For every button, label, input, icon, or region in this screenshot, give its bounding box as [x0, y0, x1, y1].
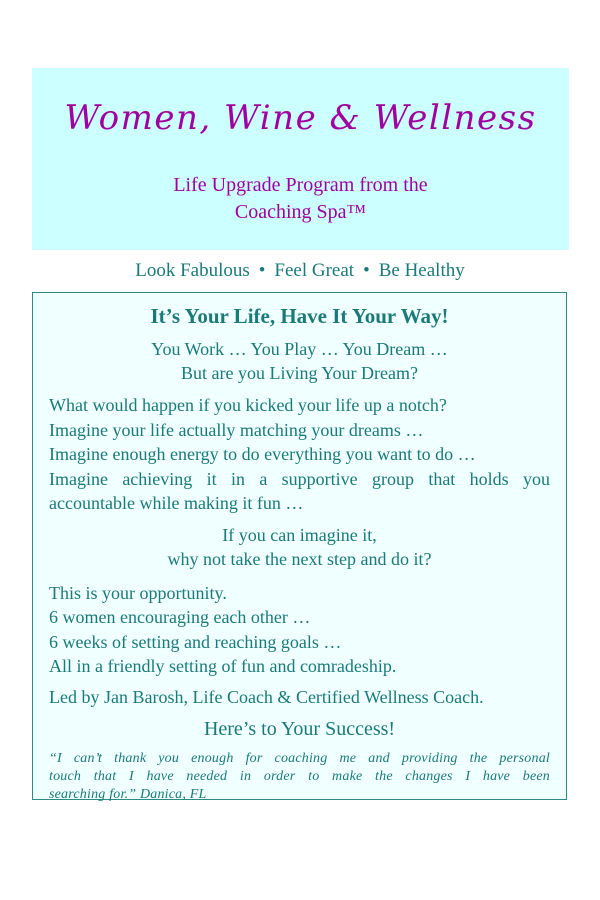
page-title: Women, Wine & Wellness: [64, 98, 537, 138]
cta-line-1: If you can imagine it,: [222, 524, 377, 545]
body-line: What would happen if you kicked your life up a notch?: [49, 395, 447, 415]
intro: [49, 337, 550, 385]
subtitle-line-2: Coaching Spa™: [234, 201, 367, 223]
call-to-action: [49, 523, 550, 572]
testimonial-line-3: searching for.” Danica, FL: [49, 786, 207, 802]
tagline-item-fabulous: Look Fabulous: [135, 260, 250, 281]
testimonial: [49, 750, 550, 804]
body-line: accountable while making it fun …: [49, 493, 304, 513]
opportunity-line: All in a friendly setting of fun and comradeship.: [49, 656, 397, 676]
body-line: Imagine enough energy to do everything you want to do …: [49, 444, 476, 464]
tagline-item-great: Feel Great: [274, 260, 355, 281]
subtitle-line-1: Life Upgrade Program from the: [173, 174, 428, 196]
opportunity-list: [49, 581, 550, 679]
body-paragraph: [49, 393, 550, 516]
success-line: Here’s to Your Success!: [203, 717, 396, 740]
header-banner: [32, 68, 569, 250]
tagline: [0, 260, 600, 282]
opportunity-line: 6 weeks of setting and reaching goals …: [49, 631, 342, 652]
opportunity-line: 6 women encouraging each other …: [49, 607, 311, 627]
bullet-separator: •: [363, 260, 370, 281]
cta-line-2: why not take the next step and do it?: [167, 549, 432, 569]
testimonial-line-2: touch that I have needed in order to make the changes I have been: [49, 768, 550, 784]
bullet-separator: •: [258, 260, 266, 281]
content-inner: [49, 293, 550, 804]
body-line: Imagine achieving it in a supportive group that holds you: [49, 468, 550, 489]
subtitle: [32, 172, 569, 226]
body-line: Imagine your life actually matching your dreams …: [49, 419, 424, 440]
intro-line-2: But are you Living Your Dream?: [181, 363, 418, 383]
intro-line-1: You Work … You Play … You Dream …: [151, 339, 448, 359]
headline: It’s Your Life, Have It Your Way!: [150, 304, 449, 328]
content-box: [32, 292, 567, 800]
tagline-item-healthy: Be Healthy: [378, 260, 465, 281]
led-by: Led by Jan Barosh, Life Coach & Certified Wellness Coach.: [49, 686, 484, 707]
testimonial-line-1: “I can’t thank you enough for coaching me and providing the personal: [49, 750, 550, 766]
opportunity-line: This is your opportunity.: [49, 582, 227, 603]
